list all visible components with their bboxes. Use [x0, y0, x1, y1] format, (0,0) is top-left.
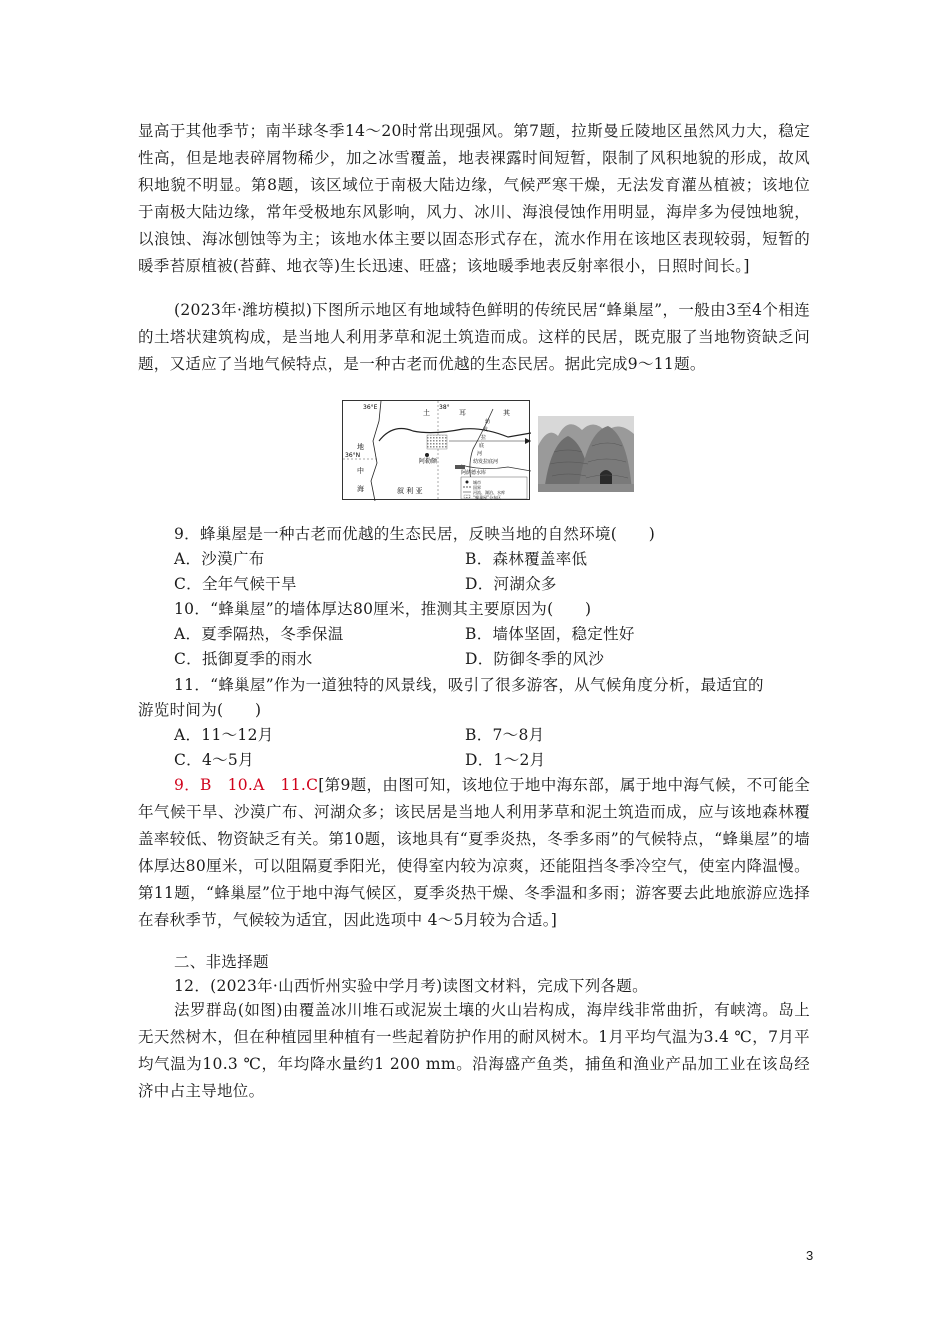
- question-9-option-c: C．全年气候干旱: [174, 575, 297, 593]
- map-label-country-south: 叙 利 亚: [397, 487, 423, 495]
- question-11-stem-line1: 11．“蜂巢屋”作为一道独特的风景线，吸引了很多游客，从气候角度分析，最适宜的: [174, 676, 764, 694]
- map-label-river-5: 底: [479, 443, 485, 449]
- map-label-river-2: 幼: [485, 419, 491, 425]
- map-label-sea-3: 海: [357, 485, 364, 493]
- question-9-option-a: A．沙漠广布: [174, 550, 265, 568]
- map-label-country-north-3: 其: [503, 409, 510, 417]
- question-11-option-d: D．1～2月: [465, 751, 546, 769]
- question-9-option-d: D．河湖众多: [465, 575, 557, 593]
- question-10-stem: 10．“蜂巢屋”的墙体厚达80厘米，推测其主要原因为( ): [174, 600, 592, 618]
- map-label-country-north-1: 土: [423, 409, 430, 417]
- question-12-material: 法罗群岛(如图)由覆盖冰川堆石或泥炭土壤的火山岩构成，海岸线非常曲折，有峡湾。岛上无天然树木，但在种植园里种植有一些起着防护作用的耐风树木。1月平均气温为3.4 ℃，7月平均气温为10.3 ℃，年均降水量约1 200 mm。沿海盛产鱼类，捕鱼和渔业产品加工业在该岛经济中占主导地位。: [138, 1001, 810, 1100]
- map-label-river-full: 幼发拉底河: [473, 459, 499, 465]
- map-label-city: 阿勒颇: [419, 458, 438, 465]
- map-label-country-north-2: 耳: [459, 409, 466, 417]
- map-label-reservoir: 阿萨德水库: [461, 470, 487, 476]
- map-and-photo-figure: [342, 400, 606, 500]
- map-label-lon2: 38°: [439, 404, 450, 411]
- question-12-intro: 12．(2023年·山西忻州实验中学月考)读图文材料，完成下列各题。: [174, 977, 648, 995]
- legend-city: 城市: [473, 480, 481, 485]
- question-11-option-c: C．4～5月: [174, 751, 254, 769]
- legend-border: 国界: [473, 485, 481, 490]
- map-label-river-3: 发: [483, 427, 489, 433]
- map-label-lat: 36°N: [345, 452, 361, 459]
- legend-distribution: “蜂巢屋”分布区: [473, 495, 502, 500]
- map-label-sea-2: 中: [357, 467, 364, 475]
- answer-explanation: [第9题，由图可知，该地位于地中海东部，属于地中海气候，不可能全年气候干旱、沙漠广布、河湖众多；该民居是当地人利用茅草和泥土筑造而成，应与该地森林覆盖率较低、物资缺乏有关。第10题，该地具有“夏季炎热，冬季多雨”的气候特点，“蜂巢屋”的墙体厚达80厘米，可以阻隔夏季阳光，使得室内较为凉爽，还能阻挡冬季冷空气，使室内降温慢。第11题，“蜂巢屋”位于地中海气候区，夏季炎热干燥、冬季温和多雨；游客要去此地旅游应选择在春秋季节，气候较为适宜，因此选项中 4～5月较为合适。]: [138, 776, 810, 929]
- question-10-option-d: D．防御冬季的风沙: [465, 650, 605, 668]
- page-number: 3: [806, 1248, 814, 1263]
- legend-water: 河流、湖泊、水库: [473, 490, 505, 495]
- question-11-stem-line2: 游览时间为( ): [138, 701, 262, 719]
- question-10-option-a: A．夏季隔热，冬季保温: [174, 625, 344, 643]
- map-label-river-6: 河: [477, 451, 483, 457]
- question-11-option-b: B．7～8月: [465, 726, 545, 744]
- beehive-house-photo: [538, 416, 634, 492]
- map-drawing: [343, 401, 531, 501]
- question-11-option-a: A．11～12月: [174, 726, 274, 744]
- question-9-option-b: B．森林覆盖率低: [465, 550, 588, 568]
- question-9-stem: 9．蜂巢屋是一种古老而优越的生态民居，反映当地的自然环境( ): [174, 525, 656, 543]
- map-label-river-4: 拉: [481, 435, 487, 441]
- map-label-sea-1: 地: [357, 443, 364, 451]
- map-label-lon1: 36°E: [363, 404, 378, 411]
- question-group-intro: (2023年·潍坊模拟)下图所示地区有地域特色鲜明的传统民居“蜂巢屋”，一般由3至4个相连的土塔状建筑构成，是当地人利用茅草和泥土筑造而成。这样的民居，既克服了当地物资缺乏问题，又适应了当地气候特点，是一种古老而优越的生态民居。据此完成9～11题。: [138, 301, 810, 373]
- section-heading: 二、非选择题: [174, 953, 269, 971]
- question-10-option-b: B．墙体坚固，稳定性好: [465, 625, 635, 643]
- question-10-option-c: C．抵御夏季的雨水: [174, 650, 313, 668]
- location-map: [342, 400, 530, 500]
- answer-block: [138, 772, 810, 934]
- answer-key: 9．B 10.A 11.C: [174, 776, 319, 794]
- explanation-continued-paragraph: 显高于其他季节；南半球冬季14～20时常出现强风。第7题，拉斯曼丘陵地区虽然风力大，稳定性高，但是地表碎屑物稀少，加之冰雪覆盖，地表裸露时间短暂，限制了风积地貌的形成，故风积地貌不明显。第8题，该区域位于南极大陆边缘，气候严寒干燥，无法发育灌丛植被；该地位于南极大陆边缘，常年受极地东风影响，风力、冰川、海浪侵蚀作用明显，海岸多为侵蚀地貌，以浪蚀、海冰刨蚀等为主；该地水体主要以固态形式存在，流水作用在该地区表现较弱，短暂的暖季苔原植被(苔藓、地衣等)生长迅速、旺盛；该地暖季地表反射率很小，日照时间长。]: [138, 122, 810, 275]
